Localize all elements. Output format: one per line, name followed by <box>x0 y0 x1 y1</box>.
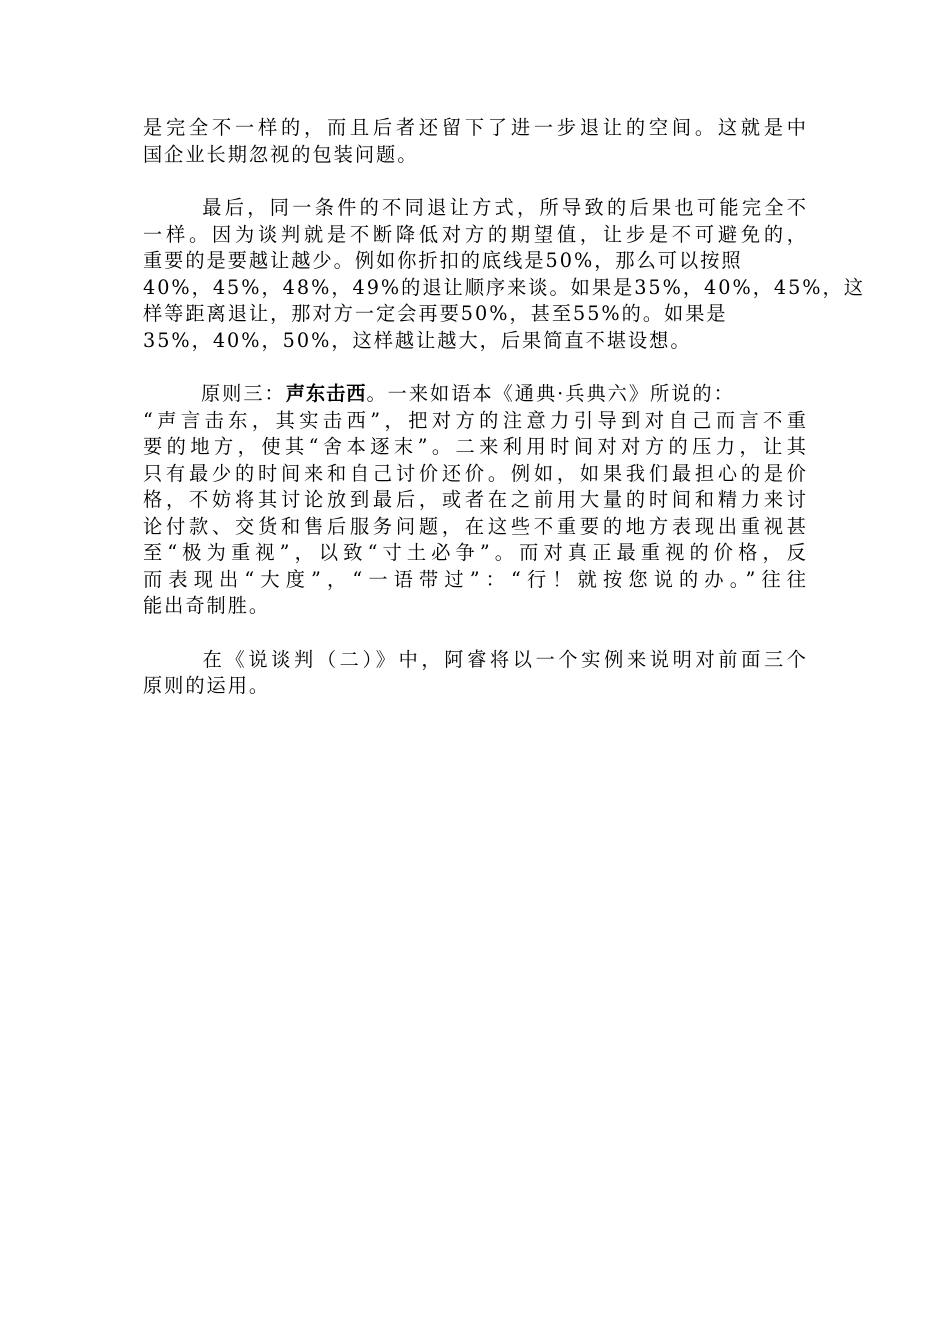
text-line: 样等距离退让，那对方一定会再要50%，甚至55%的。如果是 <box>143 302 728 325</box>
text-line: 格，不妨将其讨论放到最后，或者在之前用大量的时间和精力来讨 <box>143 488 808 511</box>
text-run: 。一来如语本《通典·兵典六》所说的： <box>366 382 735 405</box>
text-line <box>143 381 808 408</box>
text-line: 原则的运用。 <box>143 674 271 697</box>
principle-title: 声东击西 <box>285 382 367 405</box>
document-page <box>143 115 865 700</box>
text-line: 至“极为重视”，以致“寸土必争”。而对真正最重视的价格，反 <box>143 541 808 564</box>
text-line: 国企业长期忽视的包装问题。 <box>143 142 419 166</box>
text-line: 重要的是要越让越少。例如你折扣的底线是50%，那么可以按照 <box>143 249 743 272</box>
paragraph-concession-method <box>143 195 865 354</box>
text-line: “声言击东，其实击西”，把对方的注意力引导到对自己而言不重 <box>143 408 808 432</box>
text-line: 只有最少的时间来和自己讨价还价。例如，如果我们最担心的是价 <box>143 461 808 485</box>
paragraph-next-article <box>143 647 808 700</box>
text-line <box>143 647 808 674</box>
text-run: 在《说谈判（二）》中，阿睿将以一个实例来说明对前面三个 <box>201 647 808 671</box>
text-line: 40%，45%，48%，49%的退让顺序来谈。如果是35%，40%，45%，这 <box>143 275 865 299</box>
text-run: 最后，同一条件的不同退让方式，所导致的后果也可能完全不 <box>201 196 808 219</box>
text-line: 是完全不一样的，而且后者还留下了进一步退让的空间。这就是中 <box>143 116 808 139</box>
text-line: 要的地方，使其“舍本逐末”。二来利用时间对对方的压力，让其 <box>143 435 808 458</box>
text-line: 一样。因为谈判就是不断降低对方的期望值，让步是不可避免的， <box>143 222 808 246</box>
text-line: 能出奇制胜。 <box>143 594 271 617</box>
principle-label: 原则三： <box>201 382 286 405</box>
text-line: 论付款、交货和售后服务问题，在这些不重要的地方表现出重视甚 <box>143 514 808 538</box>
text-line <box>143 195 808 222</box>
paragraph-packaging <box>143 115 808 168</box>
text-line: 35%，40%，50%，这样越让越大，后果简直不堪设想。 <box>143 328 692 352</box>
paragraph-principle-three <box>143 381 808 620</box>
text-line: 而表现出“大度”，“一语带过”：“行！就按您说的办。”往往 <box>143 567 808 591</box>
